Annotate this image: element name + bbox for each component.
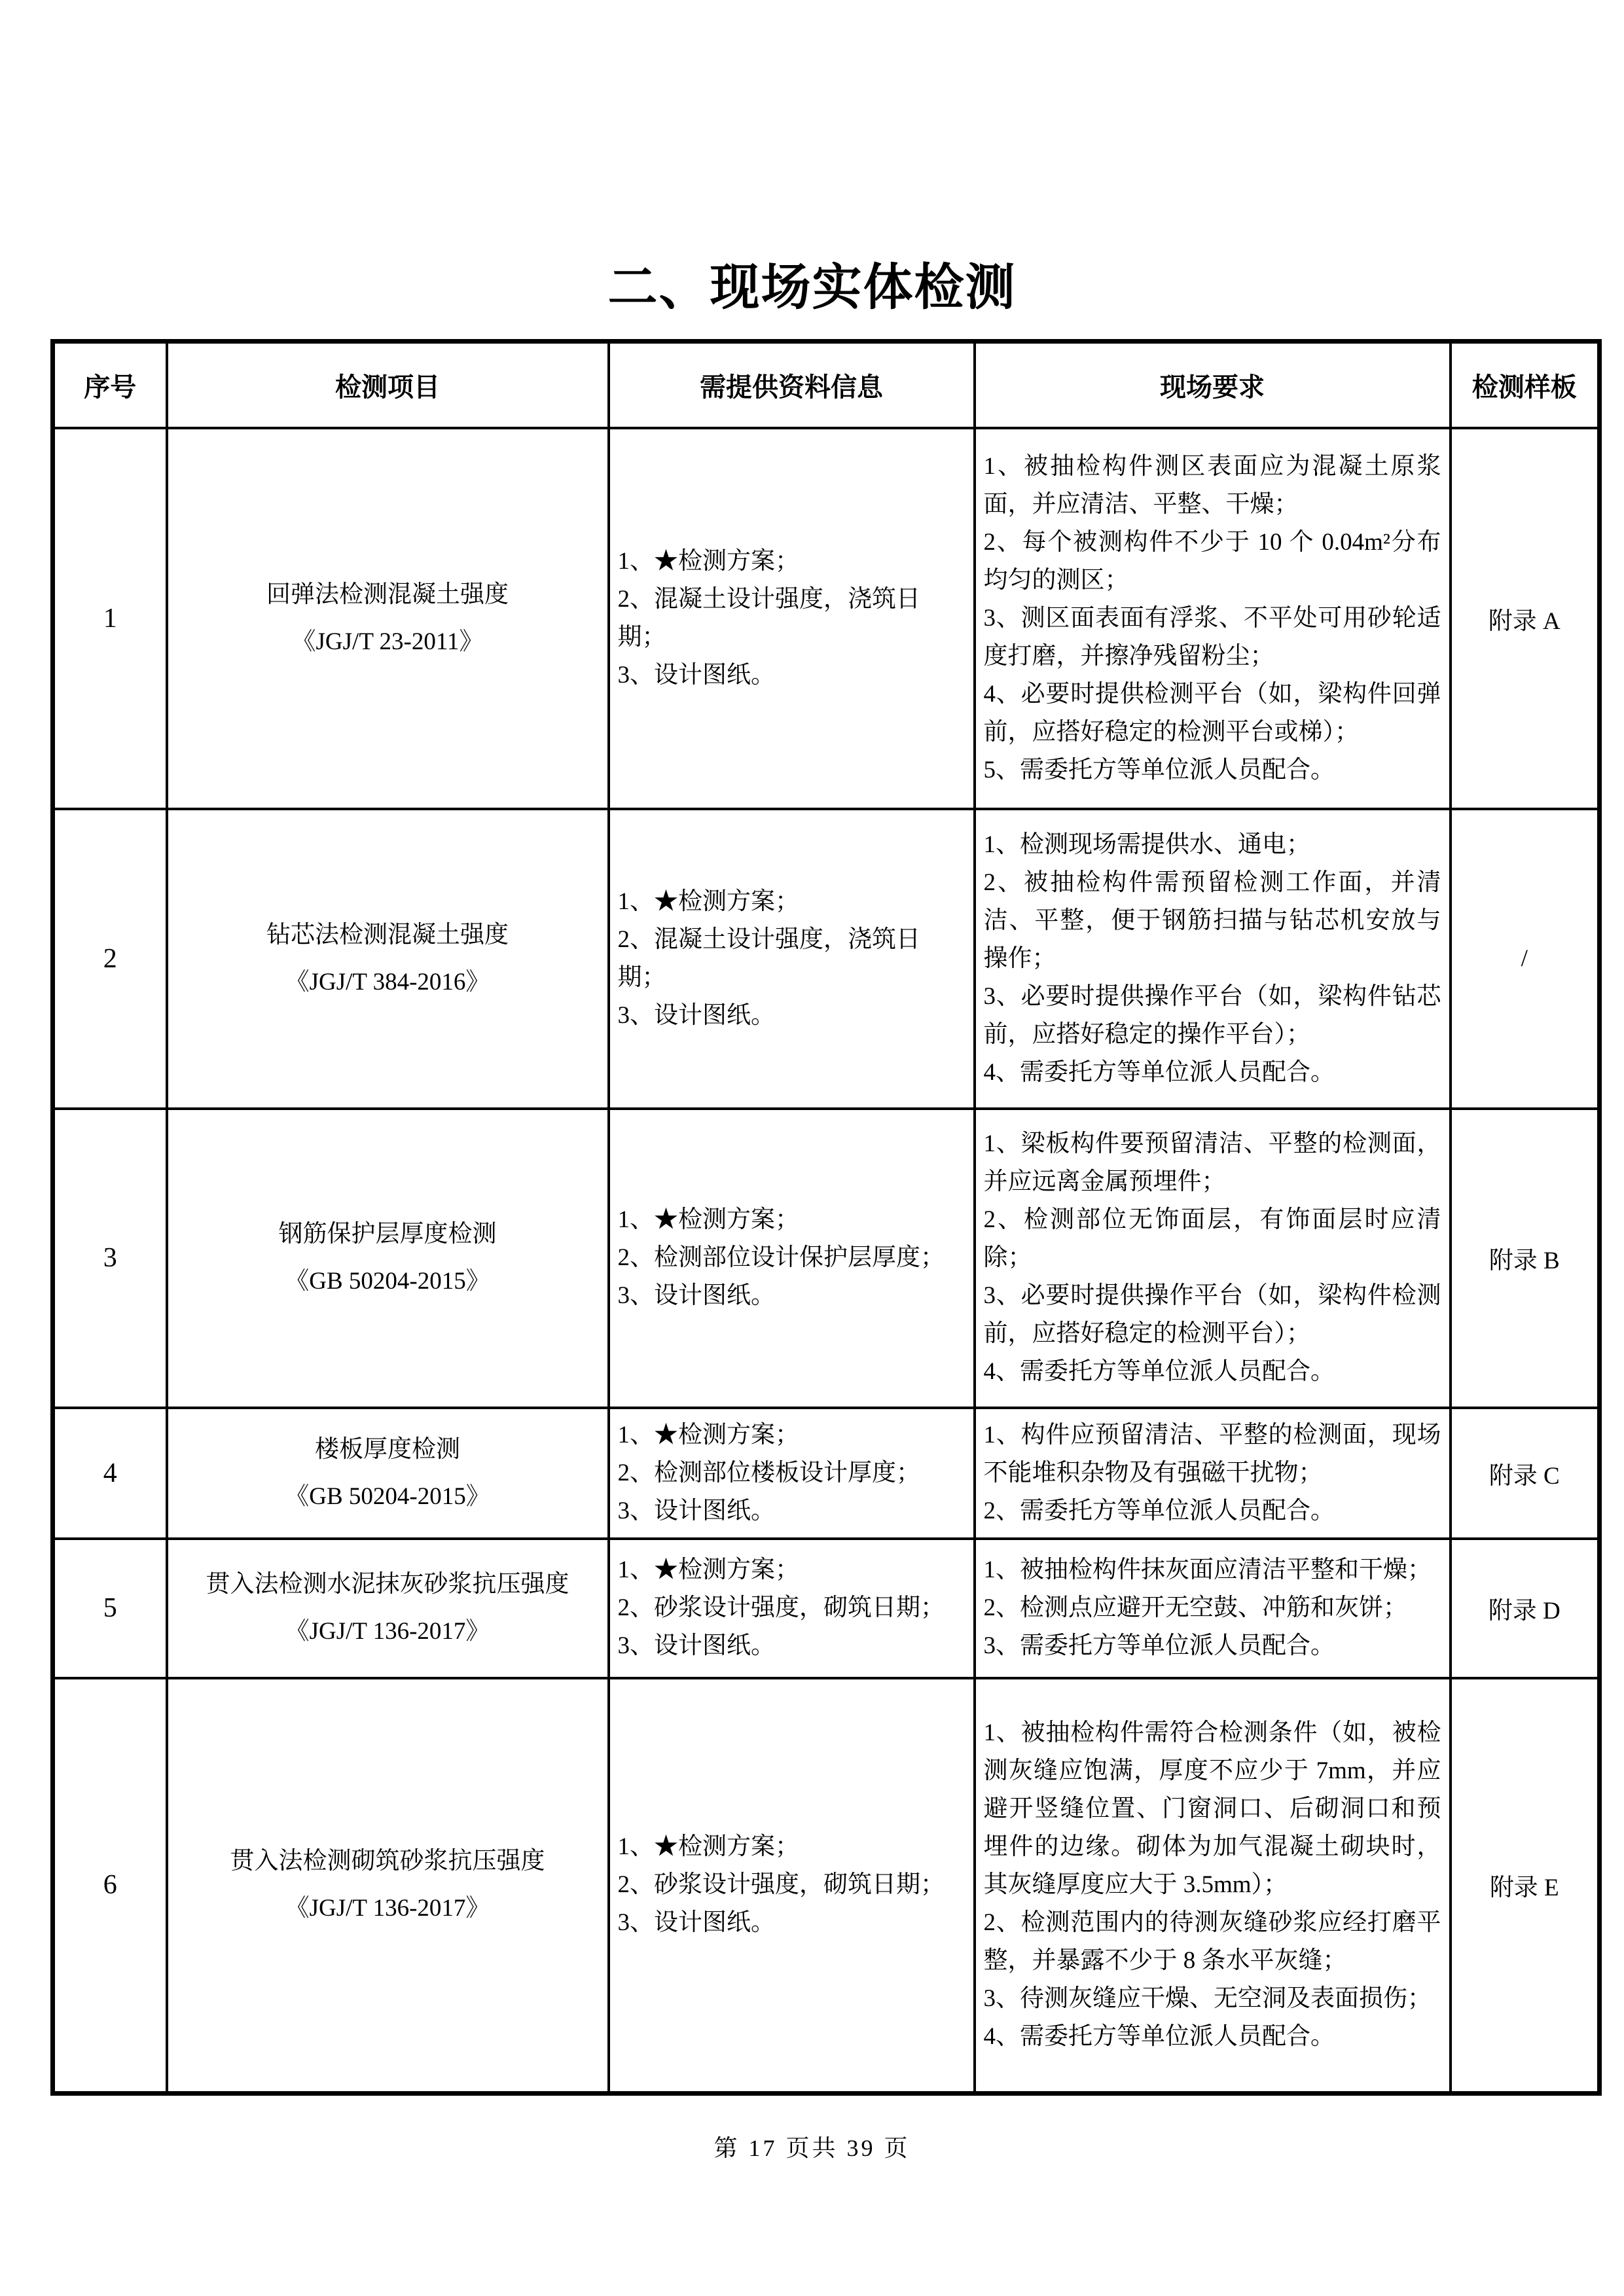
- info-line: 1、★检测方案；: [617, 547, 799, 575]
- site-requirements-cell: [975, 1539, 1451, 1678]
- test-item-cell: [167, 428, 609, 809]
- requirement-line: 4、需委托方等单位派人员配合。: [983, 2023, 1335, 2051]
- test-item-standard: 《GB 50204-2015》: [285, 1482, 490, 1510]
- info-line: 3、设计图纸。: [617, 1282, 775, 1309]
- serial-number-cell: 4: [53, 1408, 167, 1539]
- requirement-line: 3、需委托方等单位派人员配合。: [983, 1632, 1335, 1659]
- requirement-line: 4、必要时提供检测平台（如，梁构件回弹前，应搭好稳定的检测平台或梯）；: [983, 680, 1441, 745]
- info-line: 3、设计图纸。: [617, 1909, 775, 1937]
- info-line: 1、★检测方案；: [617, 1206, 799, 1233]
- requirement-line: 2、被抽检构件需预留检测工作面，并清洁、平整，便于钢筋扫描与钻芯机安放与操作；: [983, 869, 1441, 972]
- table-row: [53, 809, 1600, 1109]
- sample-template-cell: 附录 C: [1451, 1408, 1600, 1539]
- requirement-line: 5、需委托方等单位派人员配合。: [983, 756, 1335, 783]
- requirement-line: 1、被抽检构件抹灰面应清洁平整和干燥；: [983, 1556, 1432, 1583]
- serial-number-cell: 5: [53, 1539, 167, 1678]
- page-footer: 第 17 页共 39 页: [713, 2135, 911, 2161]
- requirement-line: 2、检测部位无饰面层，有饰面层时应清除；: [983, 1206, 1441, 1271]
- info-line: 3、设计图纸。: [617, 1001, 775, 1029]
- test-item-standard: 《JGJ/T 23-2011》: [291, 628, 484, 655]
- required-info-cell: [609, 1539, 975, 1678]
- info-line: 3、设计图纸。: [617, 1497, 775, 1524]
- info-line: 2、混凝土设计强度，浇筑日期；: [617, 585, 920, 651]
- serial-number-cell: 1: [53, 428, 167, 809]
- requirement-line: 3、待测灰缝应干燥、无空洞及表面损伤；: [983, 1985, 1432, 2013]
- test-item-name: 回弹法检测混凝土强度: [266, 581, 509, 608]
- serial-number-cell: 3: [53, 1109, 167, 1408]
- col-header-site-requirements: 现场要求: [975, 342, 1451, 428]
- test-item-cell: [167, 1109, 609, 1408]
- requirement-line: 3、必要时提供操作平台（如，梁构件检测前，应搭好稳定的检测平台）；: [983, 1282, 1441, 1347]
- table-row: [53, 1408, 1600, 1539]
- requirement-line: 2、需委托方等单位派人员配合。: [983, 1497, 1335, 1524]
- required-info-cell: [609, 809, 975, 1109]
- test-item-name: 钻芯法检测混凝土强度: [266, 921, 509, 948]
- info-line: 1、★检测方案；: [617, 1556, 799, 1583]
- requirement-line: 1、构件应预留清洁、平整的检测面，现场不能堆积杂物及有强磁干扰物；: [983, 1421, 1441, 1486]
- sample-template-cell: 附录 A: [1451, 428, 1600, 809]
- test-item-standard: 《GB 50204-2015》: [285, 1268, 490, 1295]
- info-line: 1、★检测方案；: [617, 888, 799, 915]
- requirement-line: 2、检测点应避开无空鼓、冲筋和灰饼；: [983, 1594, 1407, 1621]
- test-item-name: 楼板厚度检测: [315, 1435, 460, 1463]
- info-line: 1、★检测方案；: [617, 1421, 799, 1448]
- inspection-table: [50, 339, 1602, 2096]
- test-item-name: 钢筋保护层厚度检测: [278, 1221, 497, 1247]
- header-row: [53, 342, 1600, 428]
- col-header-sample-template: 检测样板: [1451, 342, 1600, 428]
- requirement-line: 3、测区面表面有浮浆、不平处可用砂轮适度打磨，并擦净残留粉尘；: [983, 604, 1441, 670]
- col-header-test-item: 检测项目: [167, 342, 609, 428]
- test-item-standard: 《JGJ/T 136-2017》: [285, 1895, 490, 1922]
- info-line: 2、检测部位设计保护层厚度；: [617, 1244, 945, 1271]
- test-item-standard: 《JGJ/T 384-2016》: [285, 968, 490, 996]
- site-requirements-cell: [975, 428, 1451, 809]
- required-info-cell: [609, 1109, 975, 1408]
- site-requirements-cell: [975, 1109, 1451, 1408]
- test-item-standard: 《JGJ/T 136-2017》: [285, 1618, 490, 1645]
- test-item-cell: [167, 809, 609, 1109]
- requirement-line: 1、被抽检构件需符合检测条件（如，被检测灰缝应饱满，厚度不应少于 7mm，并应避开竖缝位置、门窗洞口、后砌洞口和预埋件的边缘。砌体为加气混凝土砌块时，其灰缝厚度应大于 3.5mm）；: [983, 1719, 1441, 1899]
- test-item-cell: [167, 1539, 609, 1678]
- page-title: 二、现场实体检测: [607, 260, 1017, 315]
- requirement-line: 2、每个被测构件不少于 10 个 0.04m²分布均匀的测区；: [983, 528, 1441, 594]
- col-header-required-info: 需提供资料信息: [609, 342, 975, 428]
- site-requirements-cell: [975, 1678, 1451, 2094]
- sample-template-cell: 附录 E: [1451, 1678, 1600, 2094]
- requirement-line: 4、需委托方等单位派人员配合。: [983, 1058, 1335, 1086]
- sample-template-cell: 附录 D: [1451, 1539, 1600, 1678]
- requirement-line: 4、需委托方等单位派人员配合。: [983, 1358, 1335, 1385]
- info-line: 2、混凝土设计强度，浇筑日期；: [617, 925, 920, 991]
- info-line: 3、设计图纸。: [617, 1632, 775, 1659]
- sample-template-cell: /: [1451, 809, 1600, 1109]
- requirement-line: 3、必要时提供操作平台（如，梁构件钻芯前，应搭好稳定的操作平台）；: [983, 982, 1441, 1048]
- site-requirements-cell: [975, 809, 1451, 1109]
- serial-number-cell: 6: [53, 1678, 167, 2094]
- requirement-line: 1、检测现场需提供水、通电；: [983, 831, 1310, 858]
- test-item-cell: [167, 1408, 609, 1539]
- test-item-name: 贯入法检测砌筑砂浆抗压强度: [230, 1848, 545, 1875]
- sample-template-cell: 附录 B: [1451, 1109, 1600, 1408]
- required-info-cell: [609, 1408, 975, 1539]
- info-line: 2、砂浆设计强度，砌筑日期；: [617, 1871, 945, 1899]
- serial-number-cell: 2: [53, 809, 167, 1109]
- table-body: [53, 428, 1600, 2094]
- table-row: [53, 1678, 1600, 2094]
- test-item-cell: [167, 1678, 609, 2094]
- table-row: [53, 1539, 1600, 1678]
- table-row: [53, 428, 1600, 809]
- info-line: 2、砂浆设计强度，砌筑日期；: [617, 1594, 945, 1621]
- requirement-line: 2、检测范围内的待测灰缝砂浆应经打磨平整，并暴露不少于 8 条水平灰缝；: [983, 1909, 1441, 1975]
- requirement-line: 1、被抽检构件测区表面应为混凝土原浆面，并应清洁、平整、干燥；: [983, 452, 1441, 518]
- table-row: [53, 1109, 1600, 1408]
- test-item-name: 贯入法检测水泥抹灰砂浆抗压强度: [206, 1571, 569, 1598]
- required-info-cell: [609, 428, 975, 809]
- site-requirements-cell: [975, 1408, 1451, 1539]
- requirement-line: 1、梁板构件要预留清洁、平整的检测面，并应远离金属预埋件；: [983, 1130, 1441, 1195]
- info-line: 1、★检测方案；: [617, 1833, 799, 1861]
- info-line: 2、检测部位楼板设计厚度；: [617, 1459, 920, 1486]
- info-line: 3、设计图纸。: [617, 661, 775, 689]
- required-info-cell: [609, 1678, 975, 2094]
- col-header-serial-number: 序号: [53, 342, 167, 428]
